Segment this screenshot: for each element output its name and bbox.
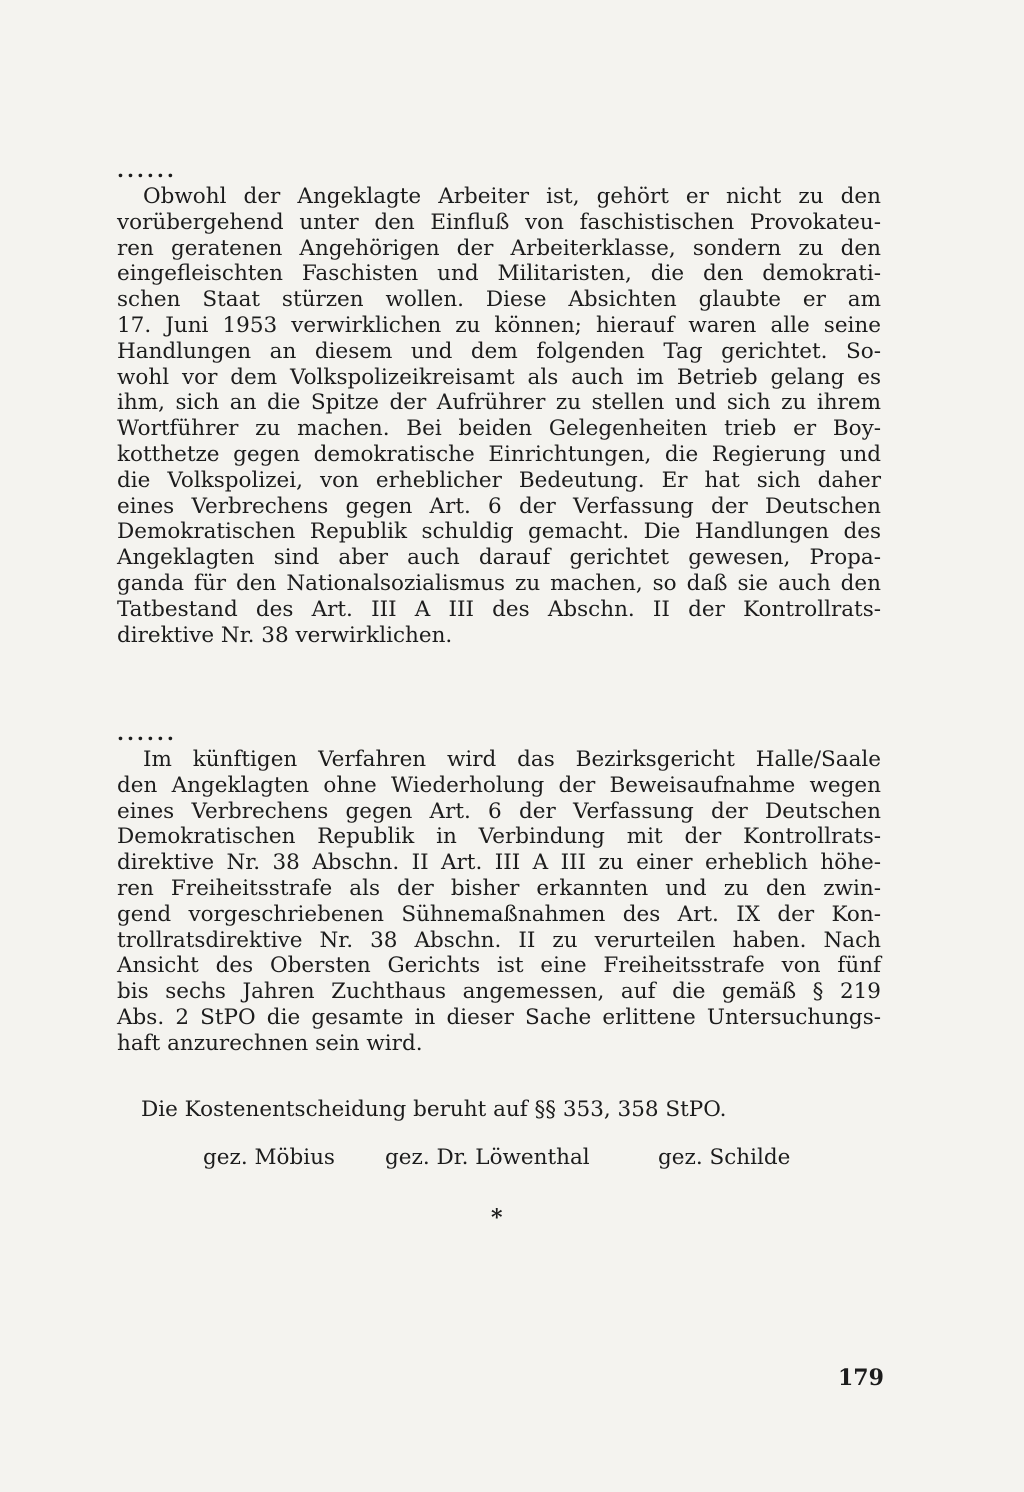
text-line: Angeklagten sind aber auch darauf gerichtet gewesen, Propa-	[117, 545, 881, 571]
text-line: Im künftigen Verfahren wird das Bezirksgericht Halle/Saale	[143, 747, 881, 772]
text-line: direktive Nr. 38 verwirklichen.	[117, 622, 453, 648]
text-line: ren geratenen Angehörigen der Arbeiterklasse, sondern zu den	[117, 235, 881, 261]
text-line: den Angeklagten ohne Wiederholung der Beweisaufnahme wegen	[117, 772, 881, 798]
text-line: haft anzurechnen sein wird.	[117, 1030, 423, 1056]
cost-decision-line: Die Kostenentscheidung beruht auf §§ 353, 358 StPO.	[141, 1097, 727, 1122]
text-line: eines Verbrechens gegen Art. 6 der Verfassung der Deutschen	[117, 798, 881, 824]
text-line: Wortführer zu machen. Bei beiden Gelegenheiten trieb er Boy-	[117, 416, 881, 442]
text-line: Abs. 2 StPO die gesamte in dieser Sache erlittene Untersuchungs-	[117, 1004, 881, 1030]
text-line: Handlungen an diesem und dem folgenden Tag gerichtet. So-	[117, 338, 881, 364]
text-line: eines Verbrechens gegen Art. 6 der Verfassung der Deutschen	[117, 493, 881, 519]
text-line: ihm, sich an die Spitze der Aufrührer zu stellen und sich zu ihrem	[117, 390, 881, 416]
text-line: eingefleischten Faschisten und Militaristen, die den demokrati-	[117, 261, 881, 287]
omission-marker: ......	[117, 158, 177, 182]
text-line: vorübergehend unter den Einfluß von faschistischen Provokateu-	[117, 209, 881, 235]
paragraph-block-2	[117, 723, 881, 1057]
text-line: Demokratischen Republik schuldig gemacht. Die Handlungen des	[117, 519, 881, 545]
text-line: gend vorgeschriebenen Sühnemaßnahmen des Art. IX der Kon-	[117, 901, 881, 927]
text-line: wohl vor dem Volkspolizeikreisamt als auch im Betrieb gelang es	[117, 364, 881, 390]
text-line: Demokratischen Republik in Verbindung mit der Kontrollrats-	[117, 824, 881, 850]
omission-marker: ......	[117, 721, 177, 745]
text-line: bis sechs Jahren Zuchthaus angemessen, auf die gemäß § 219	[117, 979, 881, 1005]
text-line: die Volkspolizei, von erheblicher Bedeutung. Er hat sich daher	[117, 467, 881, 493]
signature-loewenthal: gez. Dr. Löwenthal	[385, 1145, 590, 1170]
text-line: Obwohl der Angeklagte Arbeiter ist, gehört er nicht zu den	[143, 184, 881, 209]
text-line: direktive Nr. 38 Abschn. II Art. III A III zu einer erheblich höhe-	[117, 850, 881, 876]
section-separator-asterisk: *	[491, 1205, 503, 1231]
text-line: Tatbestand des Art. III A III des Abschn. II der Kontrollrats-	[117, 596, 881, 622]
text-line: Ansicht des Obersten Gerichts ist eine Freiheitsstrafe von fünf	[117, 953, 881, 979]
paragraph-block-1	[117, 160, 881, 648]
text-line: trollratsdirektive Nr. 38 Abschn. II zu verurteilen haben. Nach	[117, 927, 881, 953]
text-line: ren Freiheitsstrafe als der bisher erkannten und zu den zwin-	[117, 875, 881, 901]
signature-schilde: gez. Schilde	[658, 1145, 791, 1170]
text-line: kotthetze gegen demokratische Einrichtungen, die Regierung und	[117, 441, 881, 467]
text-line: schen Staat stürzen wollen. Diese Absichten glaubte er am	[117, 287, 881, 313]
page-number: 179	[838, 1365, 884, 1391]
text-line: 17. Juni 1953 verwirklichen zu können; hierauf waren alle seine	[117, 312, 881, 338]
signature-moebius: gez. Möbius	[203, 1145, 335, 1170]
text-line: ganda für den Nationalsozialismus zu machen, so daß sie auch den	[117, 570, 881, 596]
